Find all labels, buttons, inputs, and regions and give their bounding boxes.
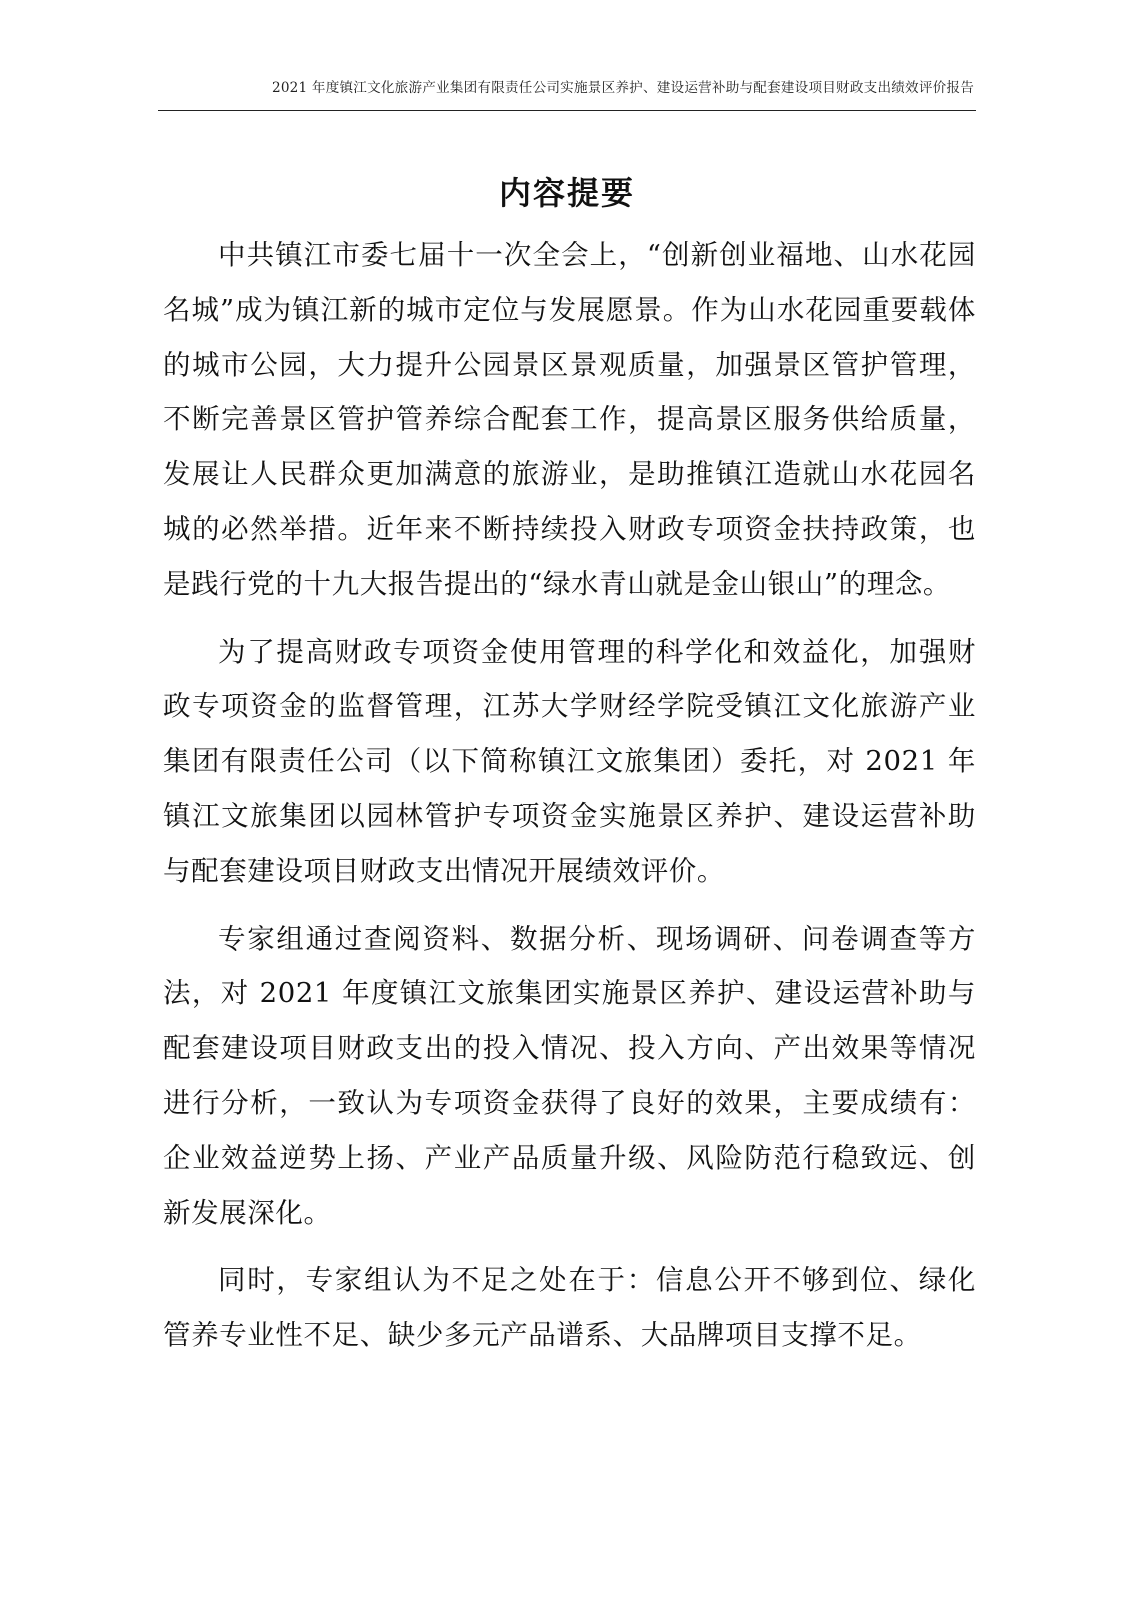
document-body <box>163 228 976 1376</box>
running-header: 2021 年度镇江文化旅游产业集团有限责任公司实施景区养护、建设运营补助与配套建设项目财政支出绩效评价报告 <box>271 80 974 96</box>
paragraph-background: 中共镇江市委七届十一次全会上，“创新创业福地、山水花园名城”成为镇江新的城市定位与发展愿景。作为山水花园重要载体的城市公园，大力提升公园景区景观质量，加强景区管护管理，不断完善景区管护管养综合配套工作，提高景区服务供给质量，发展让人民群众更加满意的旅游业，是助推镇江造就山水花园名城的必然举措。近年来不断持续投入财政专项资金扶持政策，也是践行党的十九大报告提出的“绿水青山就是金山银山”的理念。 <box>163 239 976 600</box>
header-divider <box>158 110 976 111</box>
paragraph-commission: 为了提高财政专项资金使用管理的科学化和效益化，加强财政专项资金的监督管理，江苏大学财经学院受镇江文化旅游产业集团有限责任公司（以下简称镇江文旅集团）委托，对 2021 年镇江文旅集团以园林管护专项资金实施景区养护、建设运营补助与配套建设项目财政支出情况开展绩效评价。 <box>163 635 976 887</box>
page-title: 内容提要 <box>498 174 635 212</box>
paragraph-shortcomings: 同时，专家组认为不足之处在于：信息公开不够到位、绿化管养专业性不足、缺少多元产品谱系、大品牌项目支撑不足。 <box>163 1264 976 1352</box>
paragraph-findings: 专家组通过查阅资料、数据分析、现场调研、问卷调查等方法，对 2021 年度镇江文旅集团实施景区养护、建设运营补助与配套建设项目财政支出的投入情况、投入方向、产出效果等情况进行分析，一致认为专项资金获得了良好的效果，主要成绩有：企业效益逆势上扬、产业产品质量升级、风险防范行稳致远、创新发展深化。 <box>163 922 976 1229</box>
